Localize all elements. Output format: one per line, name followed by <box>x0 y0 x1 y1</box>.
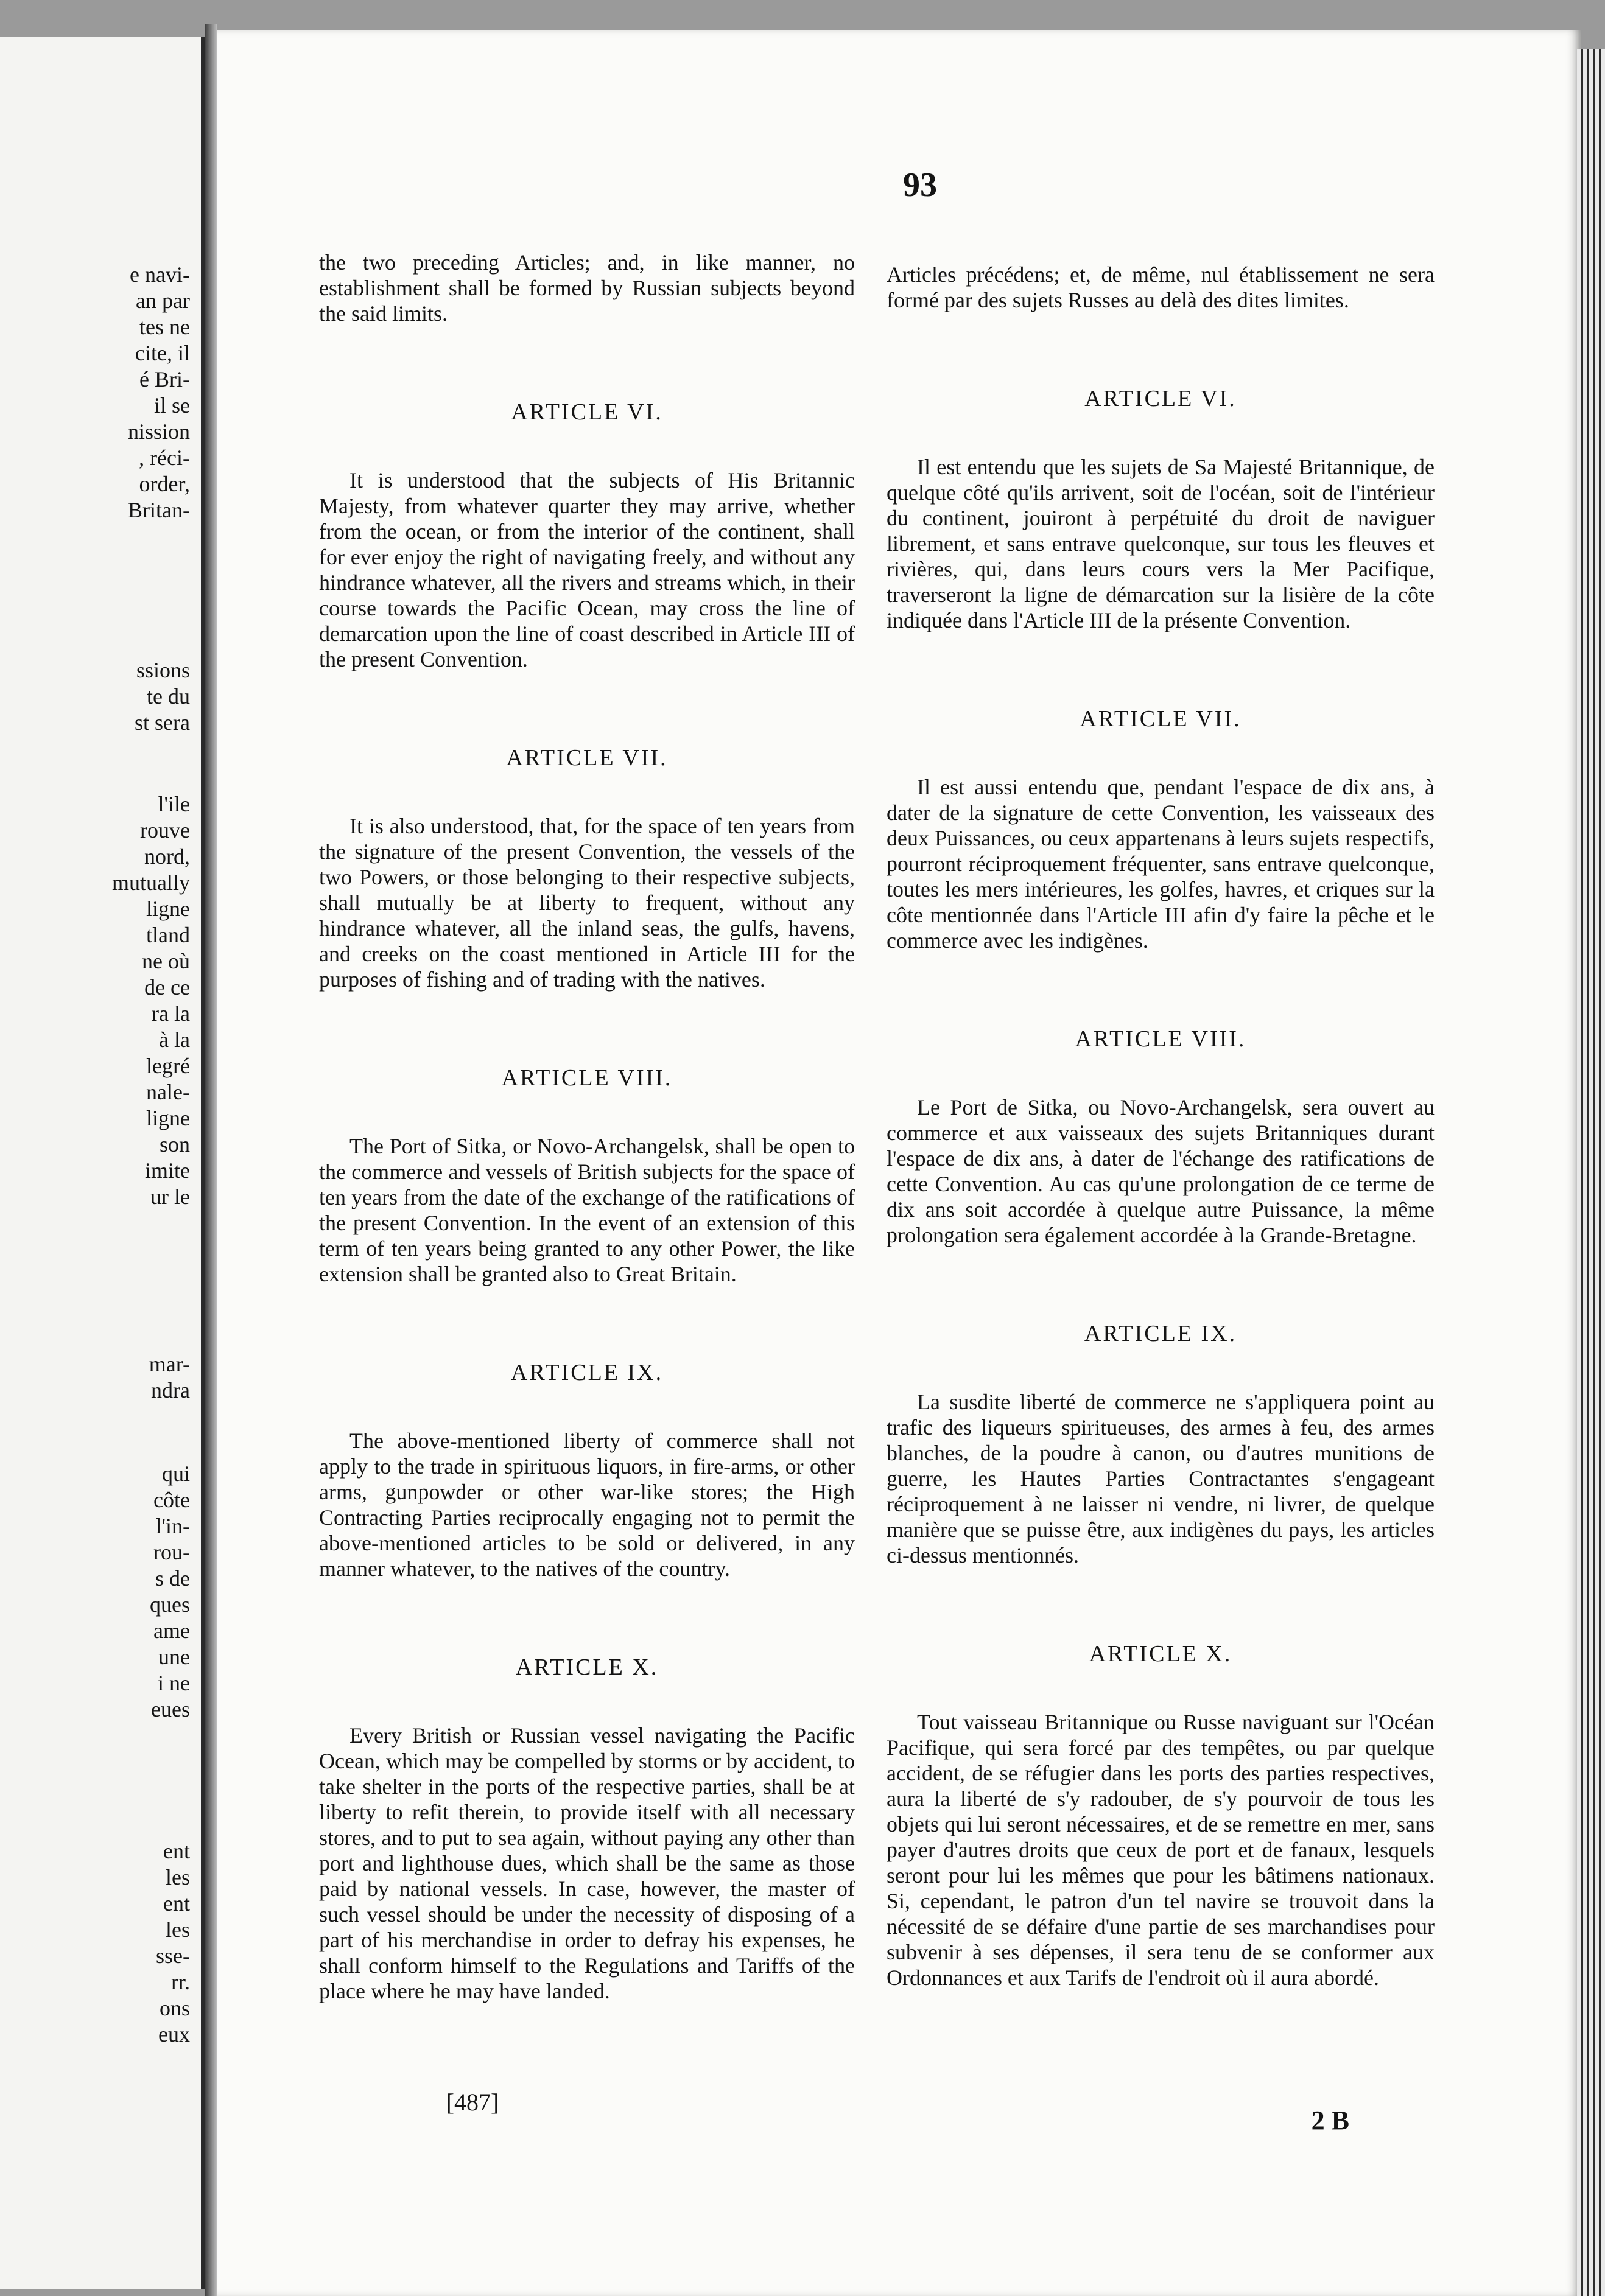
page-number: 93 <box>903 166 937 204</box>
fragment-line: ligne <box>146 1106 190 1130</box>
french-column <box>887 262 1435 1990</box>
fragment-line: order, <box>139 472 190 496</box>
fragment-line: i ne <box>158 1671 190 1695</box>
fragment-line: e navi- <box>130 262 190 287</box>
french-intro: Articles précédens; et, de même, nul établissement ne sera formé par des sujets Russes au delà des dites limites. <box>887 262 1435 312</box>
fragment-line: imite <box>145 1158 190 1183</box>
facing-page-fragment <box>0 37 205 2289</box>
fragment-line: ne où <box>142 949 190 973</box>
french-article-10-text: Tout vaisseau Britannique ou Russe naviguant sur l'Océan Pacifique, qui sera forcé par des tempêtes, ou par quelque accident, de se réfugier dans les ports des parties respectives, aura la liberté de s'y radouber, de s'y pourvoir de tous les objets qui lui seront nécessaires, et de se remettre en mer, sans payer d'autres droits que ceux de port et de fanaux, lesquels seront pour lui les mêmes que pour les bâtimens nationaux. Si, cependant, le patron d'un tel navire se trouvoit dans la nécessité de se défaire d'une partie de ses marchandises pour subvenir à ses dépenses, il sera tenu de se conformer aux Ordonnances et aux Tarifs de l'endroit où il aura abordé. <box>887 1710 1435 1990</box>
english-article-10-heading: ARTICLE X. <box>515 1654 659 1680</box>
sheet-reference: 2 B <box>1311 2105 1349 2135</box>
english-article-6-heading: ARTICLE VI. <box>511 399 663 425</box>
french-article-6-heading: ARTICLE VI. <box>1084 386 1237 411</box>
fragment-line: , réci- <box>139 446 190 470</box>
fragment-line: rr. <box>171 1970 190 1994</box>
fragment-line: an par <box>136 289 190 313</box>
fragment-line: eues <box>151 1697 190 1721</box>
english-article-6-text: It is understood that the subjects of His Britannic Majesty, from whatever quarter they may arrive, whether from the ocean, or from the interior of the continent, shall for ever enjoy the right of navigating freely, and without any hindrance whatever, all the rivers and streams which, in their course towards the Pacific Ocean, may cross the line of demarcation upon the line of coast described in Article III of the present Convention. <box>319 468 855 671</box>
english-intro: the two preceding Articles; and, in like manner, no establishment shall be formed by Russian subjects beyond the said limits. <box>319 250 855 326</box>
fragment-line: ur le <box>150 1185 190 1209</box>
fragment-line: Britan- <box>128 498 190 522</box>
fragment-line: l'ile <box>158 792 190 816</box>
english-article-7-text: It is also understood, that, for the space of ten years from the signature of the present Convention, the vessels of the two Powers, or those belonging to their respective subjects, shall mutually be at liberty to frequent, without any hindrance whatever, all the inland seas, the gulfs, havens, and creeks on the coast mentioned in Article III for the purposes of fishing and of trading with the natives. <box>319 814 855 992</box>
french-article-7-text: Il est aussi entendu que, pendant l'espace de dix ans, à dater de la signature de cette Convention, les vaisseaux des deux Puissances, ou ceux appartenans à leurs sujets respectifs, pourront réciproquement fréquenter, sans entrave quelconque, toutes les mers intérieures, les golfes, havres, et criques sur la côte mentionnée dans l'Article III afin d'y faire la pêche et le commerce avec les indigènes. <box>887 775 1435 953</box>
signature-mark: [487] <box>446 2088 499 2116</box>
fragment-line: ent <box>163 1839 190 1863</box>
english-article-9-text: The above-mentioned liberty of commerce shall not apply to the trade in spirituous liquors, in fire-arms, or other arms, gunpowder or other war-like stores; the High Contracting Parties reciprocally engaging not to permit the above-mentioned articles to be sold or delivered, in any manner whatever, to the natives of the country. <box>319 1429 855 1581</box>
fragment-block-4 <box>149 1351 190 1404</box>
fragment-line: é Bri- <box>139 367 190 391</box>
fragment-line: son <box>159 1132 190 1157</box>
french-article-9-text: La susdite liberté de commerce ne s'appliquera point au trafic des liqueurs spiritueuses, des armes à feu, des armes blanches, de la poudre à canon, ou d'autres munitions de guerre, les Hautes Parties Contractantes s'engageant réciproquement à ne laisser ni vendre, ni livrer, de quelque manière que se puisse être, aux indigènes du pays, les articles ci-dessus mentionnés. <box>887 1390 1435 1567</box>
english-article-9-heading: ARTICLE IX. <box>510 1360 664 1385</box>
english-article-10-text: Every British or Russian vessel navigating the Pacific Ocean, which may be compelled by storms or by accident, to take shelter in the ports of the respective parties, shall be at liberty to refit therein, to provide itself with all necessary stores, and to put to sea again, without paying any other than port and lighthouse dues, which shall be the same as those paid by national vessels. In case, however, the master of such vessel should be under the necessity of disposing of a part of his merchandise in order to defray his expenses, he shall conform himself to the Regulations and Tariffs of the place where he may have landed. <box>319 1723 855 2003</box>
french-article-8-heading: ARTICLE VIII. <box>1075 1026 1246 1052</box>
book-gutter <box>205 24 217 2296</box>
fragment-line: s de <box>155 1566 190 1591</box>
fragment-line: rou- <box>153 1540 190 1564</box>
fragment-line: ndra <box>151 1378 190 1402</box>
fragment-block-1 <box>128 262 190 523</box>
french-article-8-text: Le Port de Sitka, ou Novo-Archangelsk, sera ouvert au commerce et aux vaisseaux des sujets Britanniques durant l'espace de dix ans, à dater de l'échange des ratifications de cette Convention. Au cas qu'une prolongation de ce terme de dix ans soit accordée à quelque autre Puissance, la même prolongation sera également accordée à la Grande-Bretagne. <box>887 1095 1435 1247</box>
fragment-line: mar- <box>149 1352 190 1376</box>
fragment-line: nission <box>127 419 190 444</box>
fragment-line: nale- <box>146 1080 190 1104</box>
fragment-line: ques <box>150 1592 190 1617</box>
fragment-block-2 <box>135 657 190 736</box>
fragment-line: les <box>166 1917 190 1942</box>
fragment-line: ssions <box>136 658 190 682</box>
english-article-8-heading: ARTICLE VIII. <box>501 1065 673 1091</box>
fragment-line: ligne <box>146 897 190 921</box>
fragment-line: tland <box>146 923 190 947</box>
fragment-line: ons <box>159 1996 190 2020</box>
french-article-9-heading: ARTICLE IX. <box>1084 1321 1237 1346</box>
fragment-line: ame <box>153 1619 190 1643</box>
english-article-8-text: The Port of Sitka, or Novo-Archangelsk, shall be open to the commerce and vessels of British subjects for the space of ten years from the date of the exchange of the ratifications of the present Convention. In the event of an extension of this term of ten years being granted to any other Power, the like extension shall be granted also to Great Britain. <box>319 1134 855 1286</box>
fragment-line: à la <box>159 1027 190 1052</box>
fragment-line: il se <box>154 393 190 418</box>
fragment-line: rouve <box>140 818 190 842</box>
page-edge-stack <box>1577 49 1605 2296</box>
fragment-line: de ce <box>144 975 190 999</box>
fragment-line: sse- <box>156 1944 190 1968</box>
fragment-block-5 <box>150 1461 190 1723</box>
fragment-line: mutually <box>112 870 190 895</box>
fragment-line: st sera <box>135 710 190 735</box>
fragment-line: l'in- <box>155 1514 190 1538</box>
fragment-line: qui <box>161 1461 190 1486</box>
fragment-block-3 <box>112 791 190 1210</box>
fragment-line: tes ne <box>139 315 190 339</box>
fragment-line: ra la <box>152 1001 190 1026</box>
french-article-10-heading: ARTICLE X. <box>1089 1641 1232 1667</box>
fragment-line: te du <box>147 684 190 709</box>
fragment-line: ent <box>163 1891 190 1916</box>
english-article-7-heading: ARTICLE VII. <box>506 745 668 771</box>
fragment-line: nord, <box>144 844 190 869</box>
fragment-line: une <box>158 1645 190 1669</box>
english-column <box>319 250 855 2004</box>
fragment-line: cite, il <box>135 341 190 365</box>
fragment-line: les <box>166 1865 190 1889</box>
document-page <box>217 30 1581 2296</box>
fragment-line: côte <box>153 1488 190 1512</box>
french-article-6-text: Il est entendu que les sujets de Sa Majesté Britannique, de quelque côté qu'ils arrivent, soit de l'océan, soit de l'intérieur du continent, jouiront à perpétuité du droit de naviguer librement, et sans entrave quelconque, sur tous les fleuves et rivières, qui, dans leurs cours vers la Mer Pacifique, traverseront la ligne de démarcation sur la lisière de la côte indiquée dans l'Article III de la présente Convention. <box>887 455 1435 632</box>
fragment-line: eux <box>158 2022 190 2046</box>
french-article-7-heading: ARTICLE VII. <box>1080 706 1242 732</box>
fragment-block-6 <box>156 1838 190 2048</box>
fragment-line: legré <box>146 1054 190 1078</box>
